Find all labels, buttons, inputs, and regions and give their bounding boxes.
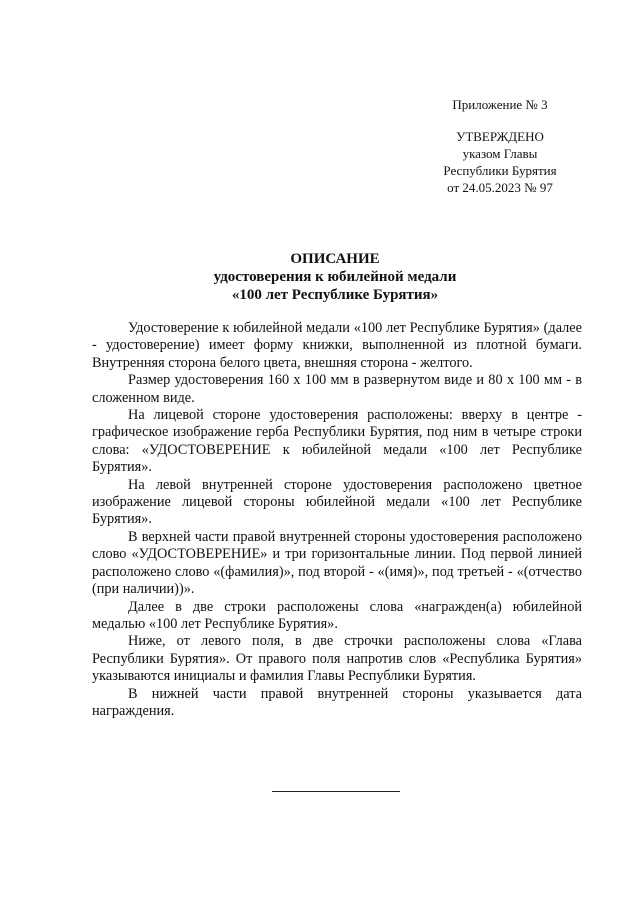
document-title: ОПИСАНИЕ [290,251,380,267]
document-subtitle-line2: «100 лет Республике Бурятия» [231,287,439,303]
decree-label: указом Главы [462,146,538,161]
document-body [92,320,582,720]
document-heading [60,250,610,304]
document-subtitle-line1: удостоверения к юбилейной медали [213,269,457,285]
paragraph-form: Удостоверение к юбилейной медали «100 лет Республике Бурятия» (далее - удостоверение) имеет форму книжки, выполненной из плотной бумаги. Внутренняя сторона белого цвета, внешняя сторона - желтого. [92,320,582,371]
paragraph-left-inner: На левой внутренней стороне удостоверения расположено цветное изображение лицевой стороны юбилейной медали «100 лет Республике Бурятия». [92,476,582,528]
paragraph-awarded: Далее в две строки расположены слова «награжден(а) юбилейной медалью «100 лет Республике Бурятия». [92,598,582,632]
approval-block [420,96,580,196]
authority-label: Республики Бурятия [443,163,557,178]
paragraph-front-side: На лицевой стороне удостоверения расположены: вверху в центре - графическое изображение герба Республики Бурятия, под ним в четыре строки слова: «УДОСТОВЕРЕНИЕ к юбилейной медали «100 лет Республике Бурятия». [92,407,582,476]
paragraph-size: Размер удостоверения 160 х 100 мм в развернутом виде и 80 х 100 мм - в сложенном виде. [92,372,582,406]
paragraph-date: В нижней части правой внутренней стороны указывается дата награждения. [92,685,582,719]
approved-label: УТВЕРЖДЕНО [456,129,544,144]
closing-divider [272,791,400,792]
decree-date-number: от 24.05.2023 № 97 [447,180,553,195]
paragraph-signature: Ниже, от левого поля, в две строчки расположены слова «Глава Республики Бурятия». От правого поля напротив слов «Республика Бурятия» указываются инициалы и фамилия Главы Республики Бурятия. [92,633,582,685]
annex-number: Приложение № 3 [452,97,548,112]
paragraph-right-inner-top: В верхней части правой внутренней стороны удостоверения расположено слово «УДОСТОВЕРЕНИЕ» и три горизонтальные линии. Под первой линией расположено слово «(фамилия)», под второй - «(имя)», под третьей - «(отчество (при наличии))». [92,528,582,598]
